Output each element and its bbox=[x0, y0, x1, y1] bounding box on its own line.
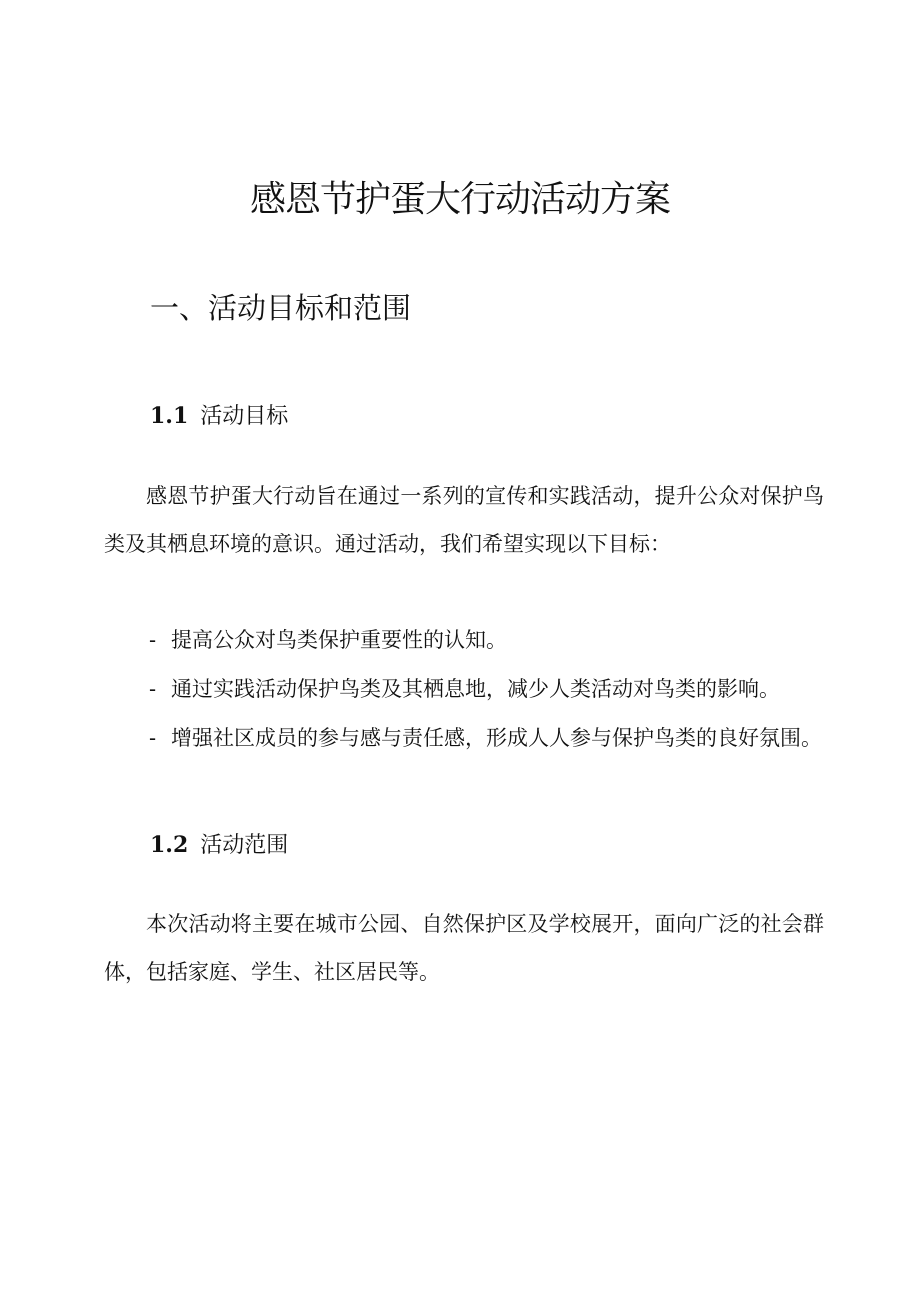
list-marker: - bbox=[149, 677, 157, 701]
list-item bbox=[149, 714, 822, 763]
list-item bbox=[149, 665, 822, 714]
subsection-heading-goals bbox=[150, 399, 288, 434]
list-marker: - bbox=[149, 628, 157, 652]
subsection-heading-scope bbox=[150, 828, 288, 863]
section-heading-goals-scope: 一、活动目标和范围 bbox=[150, 291, 412, 325]
list-item bbox=[149, 616, 822, 665]
scope-paragraph: 本次活动将主要在城市公园、自然保护区及学校展开，面向广泛的社会群体，包括家庭、学生、社区居民等。 bbox=[104, 912, 824, 984]
subsection-title: 活动范围 bbox=[200, 833, 289, 858]
list-item-text: 通过实践活动保护鸟类及其栖息地，减少人类活动对鸟类的影响。 bbox=[171, 677, 780, 701]
subsection-title: 活动目标 bbox=[200, 404, 289, 429]
goals-list bbox=[149, 616, 822, 763]
goals-paragraph: 感恩节护蛋大行动旨在通过一系列的宣传和实践活动，提升公众对保护鸟类及其栖息环境的意识。通过活动，我们希望实现以下目标： bbox=[104, 484, 824, 556]
list-item-text: 提高公众对鸟类保护重要性的认知。 bbox=[171, 628, 507, 652]
subsection-number: 1.2 bbox=[150, 832, 189, 858]
list-marker: - bbox=[149, 726, 157, 750]
document-title: 感恩节护蛋大行动活动方案 bbox=[249, 179, 670, 220]
list-item-text: 增强社区成员的参与感与责任感，形成人人参与保护鸟类的良好氛围。 bbox=[171, 726, 822, 750]
subsection-number: 1.1 bbox=[150, 403, 189, 429]
